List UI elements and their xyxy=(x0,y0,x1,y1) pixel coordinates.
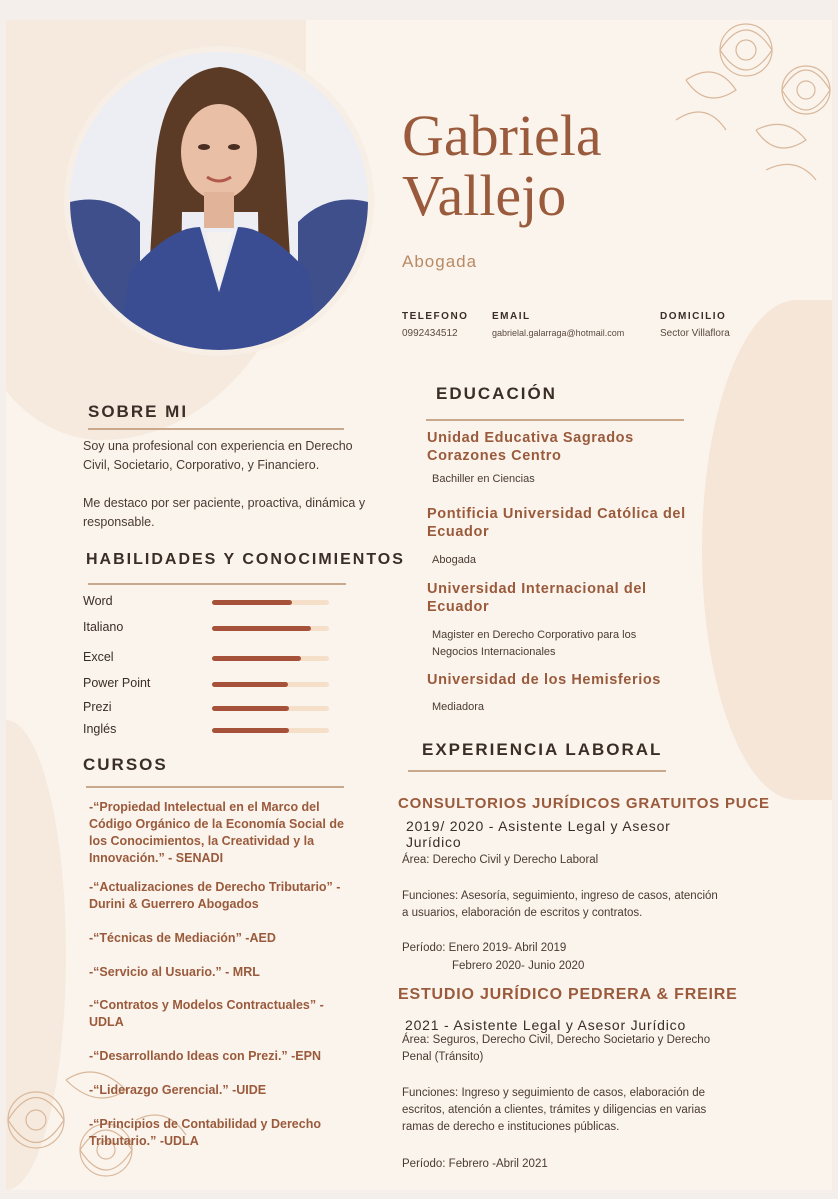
divider xyxy=(86,786,344,788)
about-paragraph: Me destaco por ser paciente, proactiva, dinámica y responsable. xyxy=(83,496,366,529)
about-title: SOBRE MI xyxy=(88,402,189,421)
full-name xyxy=(402,103,602,228)
education-institution: Universidad de los Hemisferios xyxy=(427,672,661,688)
last-name: Vallejo xyxy=(402,163,567,228)
skill-bar-track xyxy=(212,728,329,733)
divider xyxy=(426,419,684,421)
job-role: Abogada xyxy=(402,252,478,271)
job-functions: Funciones: Ingreso y seguimiento de casos, elaboración de escritos, atención a clientes, trámites y diligencias en varias ramas de derecho e instituciones públicas. xyxy=(402,1087,707,1133)
skill-bar-fill xyxy=(212,682,288,687)
skill-name: Word xyxy=(83,594,113,608)
skill-name: Power Point xyxy=(83,676,151,690)
address-label: DOMICILIO xyxy=(660,311,727,322)
email-value: gabrielal.galarraga@hotmail.com xyxy=(492,328,625,338)
course-item: -“Desarrollando Ideas con Prezi.” -EPN xyxy=(89,1049,322,1063)
skill-bar-track xyxy=(212,626,329,631)
job-period: Período: Febrero -Abril 2021 xyxy=(402,1158,548,1170)
course-item: -“Contratos y Modelos Contractuales” - UDLA xyxy=(89,998,324,1029)
job-company: CONSULTORIOS JURÍDICOS GRATUITOS PUCE xyxy=(398,795,770,812)
profile-photo xyxy=(70,52,368,350)
education-institution: Universidad Internacional del Ecuador xyxy=(427,581,647,615)
skill-bar-fill xyxy=(212,706,289,711)
course-item: -“Propiedad Intelectual en el Marco del Código Orgánico de la Economía Social de los Conocimientos, la Creatividad y la Innovación.” - SENADI xyxy=(89,800,344,865)
skill-name: Inglés xyxy=(83,722,117,736)
skill-bar-track xyxy=(212,600,329,605)
job-title: 2021 - Asistente Legal y Asesor Jurídico xyxy=(405,1017,687,1033)
education-title: EDUCACIÓN xyxy=(436,384,557,403)
divider xyxy=(88,583,346,585)
divider xyxy=(88,428,344,430)
education-degree: Abogada xyxy=(432,554,477,566)
skill-bar-fill xyxy=(212,728,289,733)
education-institution: Unidad Educativa Sagrados Corazones Centro xyxy=(427,430,634,464)
phone-label: TELEFONO xyxy=(402,311,469,322)
resume-page xyxy=(6,20,832,1190)
course-item: -“Liderazgo Gerencial.” -UIDE xyxy=(89,1083,267,1097)
education-degree: Magister en Derecho Corporativo para los Negocios Internacionales xyxy=(432,629,637,658)
job-period: Período: Enero 2019- Abril 2019 xyxy=(402,942,567,954)
skills-title: HABILIDADES Y CONOCIMIENTOS xyxy=(86,551,405,568)
job-area: Área: Seguros, Derecho Civil, Derecho Societario y Derecho Penal (Tránsito) xyxy=(402,1034,711,1063)
education-degree: Bachiller en Ciencias xyxy=(432,473,535,485)
job-company: ESTUDIO JURÍDICO PEDRERA & FREIRE xyxy=(398,986,738,1003)
job-title: 2019/ 2020 - Asistente Legal y Asesor Jurídico xyxy=(406,818,671,850)
job-functions: Funciones: Asesoría, seguimiento, ingreso de casos, atención a usuarios, elaboración de escritos y contratos. xyxy=(402,890,718,919)
education-institution: Pontificia Universidad Católica del Ecuador xyxy=(427,506,686,540)
email-label: EMAIL xyxy=(492,311,531,322)
address-value: Sector Villaflora xyxy=(660,328,730,339)
first-name: Gabriela xyxy=(402,103,602,168)
skill-bar-track xyxy=(212,682,329,687)
skill-bar-fill xyxy=(212,626,311,631)
skill-name: Excel xyxy=(83,650,114,664)
course-item: -“Principios de Contabilidad y Derecho Tributario.” -UDLA xyxy=(89,1117,321,1148)
skill-bar-track xyxy=(212,706,329,711)
floral-decoration-icon xyxy=(656,20,832,190)
course-item: -“Técnicas de Mediación” -AED xyxy=(89,931,276,945)
education-degree: Mediadora xyxy=(432,701,484,713)
course-item: -“Servicio al Usuario.” - MRL xyxy=(89,965,260,979)
skill-bar-fill xyxy=(212,656,301,661)
phone-value: 0992434512 xyxy=(402,328,458,339)
experience-title: EXPERIENCIA LABORAL xyxy=(422,740,663,759)
skill-name: Italiano xyxy=(83,620,124,634)
divider xyxy=(408,770,666,772)
job-period: Febrero 2020- Junio 2020 xyxy=(452,960,585,972)
background-shape xyxy=(702,300,832,800)
about-paragraph: Soy una profesional con experiencia en Derecho Civil, Societario, Corporativo, y Financiero. xyxy=(83,439,353,472)
skill-name: Prezi xyxy=(83,700,112,714)
course-item: -“Actualizaciones de Derecho Tributario” - Durini & Guerrero Abogados xyxy=(89,880,341,911)
skill-bar-track xyxy=(212,656,329,661)
courses-title: CURSOS xyxy=(83,755,168,774)
job-area: Área: Derecho Civil y Derecho Laboral xyxy=(402,854,599,866)
skill-bar-fill xyxy=(212,600,292,605)
